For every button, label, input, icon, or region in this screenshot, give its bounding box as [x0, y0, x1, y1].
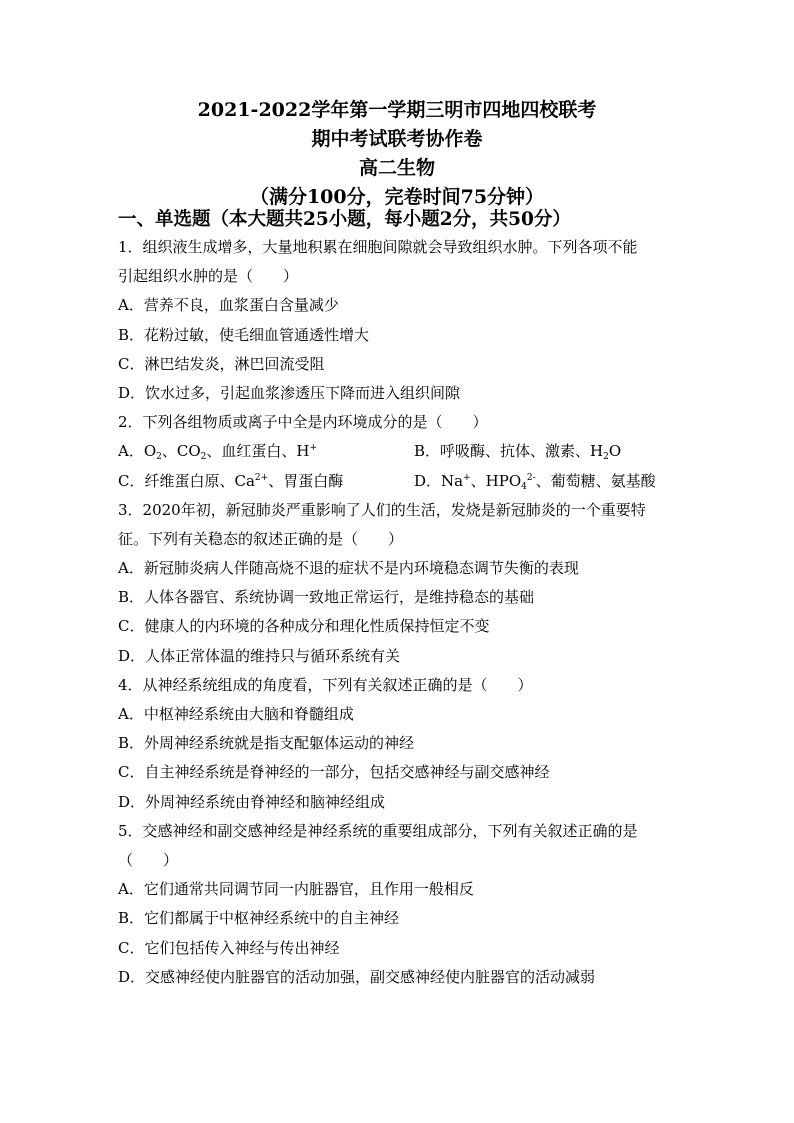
- question-1-option-c: C．淋巴结发炎，淋巴回流受阻: [118, 354, 325, 373]
- question-2-option-d: D．Na+、$HPO_4^{2-}$、葡萄糖、氨基酸: [414, 471, 656, 492]
- question-5-stem-line-2: （ ）: [118, 850, 179, 869]
- question-1-option-a: A．营养不良，血浆蛋白含量减少: [118, 296, 339, 315]
- question-2-option-b: B．呼吸酶、抗体、激素、$H_2O$: [414, 442, 622, 463]
- question-2-options-row-2: [118, 467, 688, 496]
- question-2-option-a: A．$O_2$、$CO_2$、血红蛋白、H+: [118, 442, 318, 463]
- question-3-stem-line-1: 3．2020年初，新冠肺炎严重影响了人们的生活，发烧是新冠肺炎的一个重要特: [118, 500, 646, 519]
- subject-title: 高二生物: [358, 157, 435, 179]
- question-1-stem-line-2: 引起组织水肿的是（ ）: [118, 267, 299, 286]
- question-2-options-row-1: [118, 437, 688, 466]
- question-3-stem-line-2: 征。下列有关稳态的叙述正确的是（ ）: [118, 529, 404, 548]
- question-4-option-c: C．自主神经系统是脊神经的一部分，包括交感神经与副交感神经: [118, 763, 550, 782]
- question-2-option-c: C．纤维蛋白原、$Ca^{2+}$、胃蛋白酶: [118, 471, 344, 490]
- question-2-stem: 2．下列各组物质或离子中全是内环境成分的是（ ）: [118, 413, 488, 432]
- question-5-stem-line-1: 5．交感神经和副交感神经是神经系统的重要组成部分，下列有关叙述正确的是: [118, 821, 638, 840]
- question-4-option-b: B．外周神经系统就是指支配躯体运动的神经: [118, 734, 415, 753]
- question-3-option-b: B．人体各器官、系统协调一致地正常运行，是维持稳态的基础: [118, 588, 535, 607]
- question-3-option-c: C．健康人的内环境的各种成分和理化性质保持恒定不变: [118, 617, 490, 636]
- question-3-option-a: A．新冠肺炎病人伴随高烧不退的症状不是内环境稳态调节失衡的表现: [118, 559, 579, 578]
- section-heading: 一、单选题（本大题共25小题，每小题2分，共50分）: [118, 209, 571, 230]
- question-1-stem-line-1: 1．组织液生成增多，大量地积累在细胞间隙就会导致组织水肿。下列各项不能: [118, 238, 638, 256]
- question-1-option-b: B．花粉过敏，使毛细血管通透性增大: [118, 325, 370, 344]
- question-3-option-d: D．人体正常体温的维持只与循环系统有关: [118, 646, 401, 665]
- question-5-option-b: B．它们都属于中枢神经系统中的自主神经: [118, 909, 400, 928]
- question-5-option-d: D．交感神经使内脏器官的活动加强，副交感神经使内脏器官的活动减弱: [118, 967, 596, 986]
- exam-header: [0, 96, 794, 212]
- score-time-note: （满分100分，完卷时间75分钟）: [249, 186, 545, 208]
- question-5-option-a: A．它们通常共同调节同一内脏器官，且作用一般相反: [118, 880, 474, 899]
- question-list: [118, 233, 688, 992]
- question-1-option-d: D．饮水过多，引起血浆渗透压下降而进入组织间隙: [118, 383, 461, 402]
- question-4-stem: 4．从神经系统组成的角度看，下列有关叙述正确的是（ ）: [118, 675, 533, 694]
- exam-title: 2021-2022学年第一学期三明市四地四校联考: [197, 99, 597, 121]
- exam-subtitle: 期中考试联考协作卷: [311, 128, 483, 150]
- question-4-option-d: D．外周神经系统由脊神经和脑神经组成: [118, 792, 386, 811]
- question-5-option-c: C．它们包括传入神经与传出神经: [118, 938, 340, 957]
- question-4-option-a: A．中枢神经系统由大脑和脊髓组成: [118, 705, 354, 723]
